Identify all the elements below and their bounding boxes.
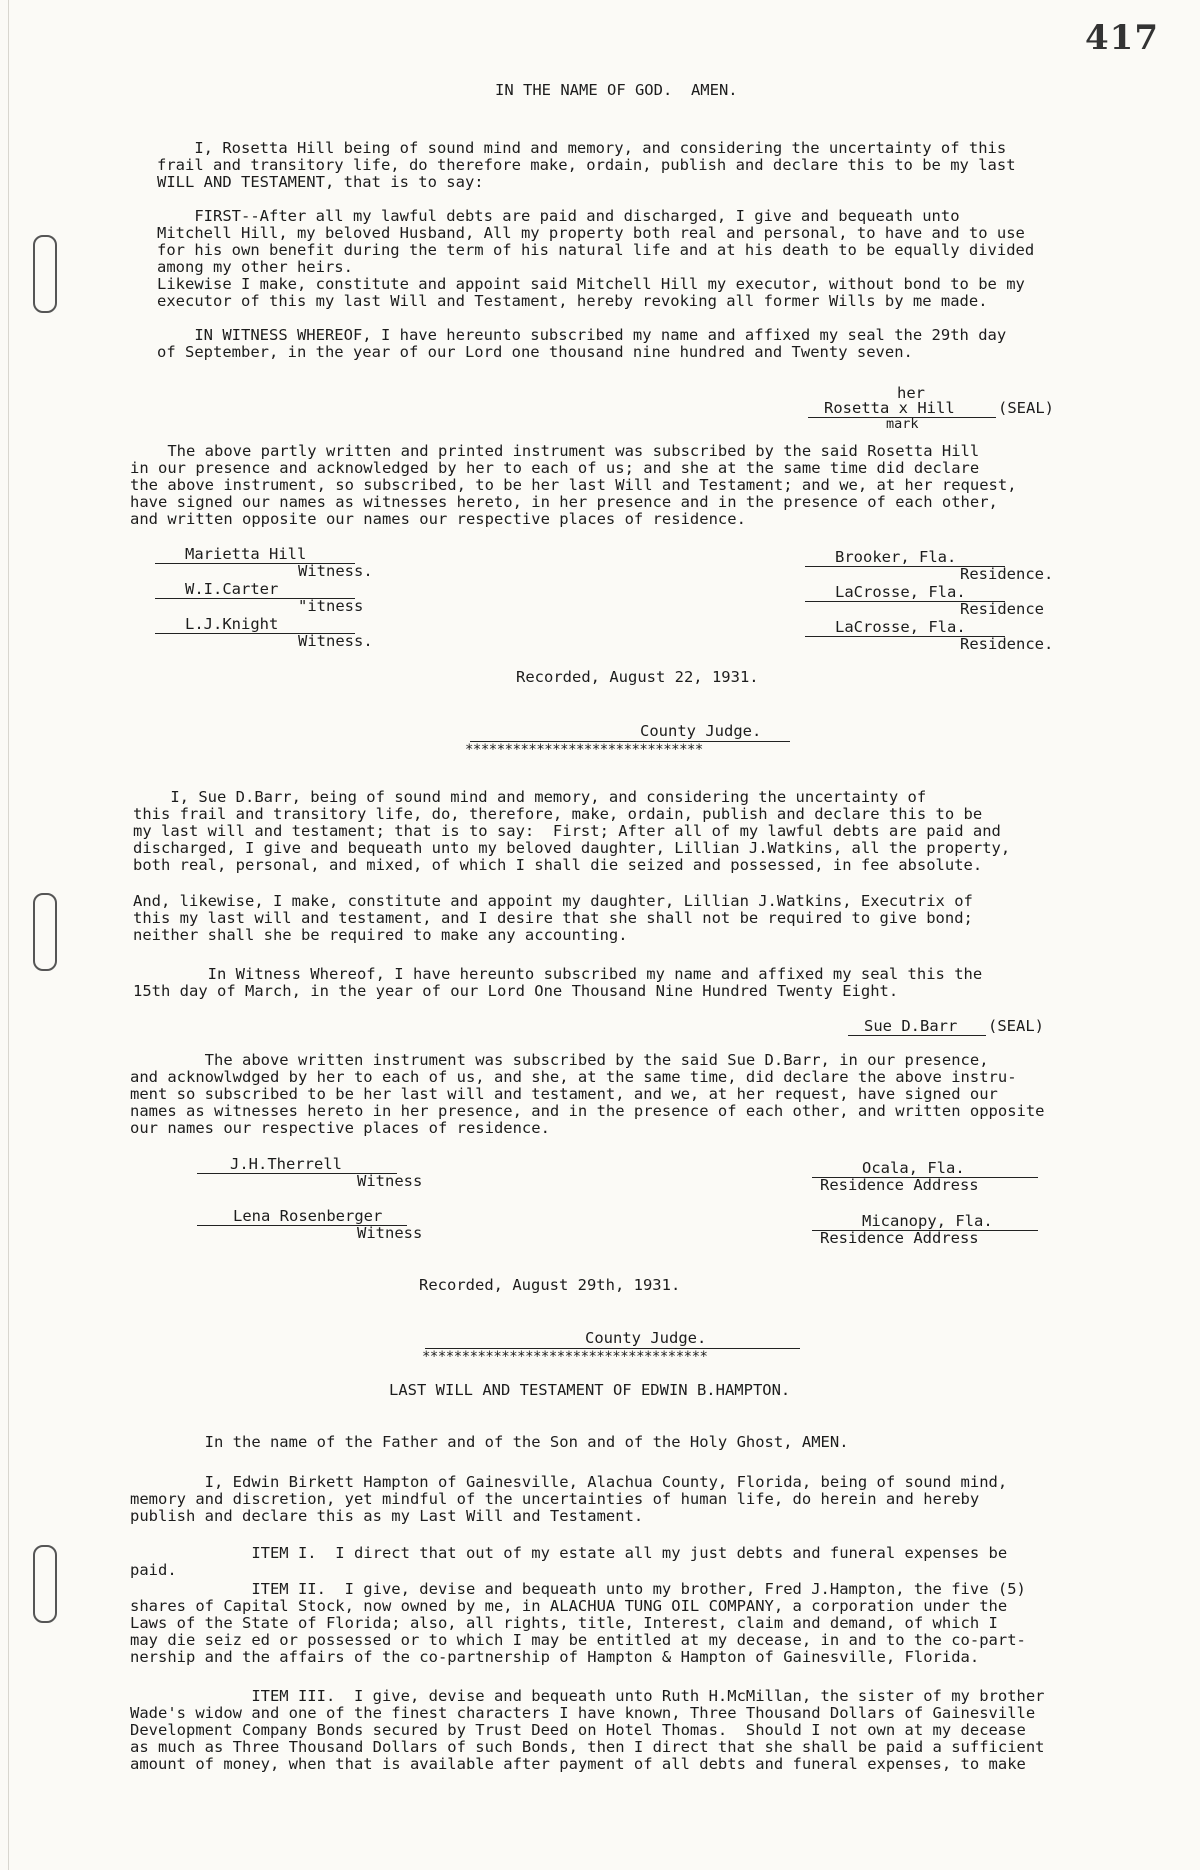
witness-role: Witness. xyxy=(298,562,373,580)
residence: Ocala, Fla. xyxy=(862,1159,965,1177)
attest-line: names as witnesses hereto in her presence, and in the presence of each other, and written opposite xyxy=(130,1102,1045,1120)
will3-line: memory and discretion, yet mindful of the uncertainties of human life, do herein and hereby xyxy=(130,1490,980,1508)
witness-role: "itness xyxy=(298,597,364,615)
residence-label: Residence. xyxy=(960,635,1054,653)
residence: Brooker, Fla. xyxy=(835,548,957,566)
attest-line: ment so subscribed to be her last will and testament, and we, at her request, have signed our xyxy=(130,1085,998,1103)
will3-line: may die seiz ed or possessed or to which I may be entitled at my decease, in and to the co-part- xyxy=(130,1631,1026,1649)
page-number: 417 xyxy=(1085,18,1159,58)
residence: LaCrosse, Fla. xyxy=(835,583,966,601)
will1-line: Likewise I make, constitute and appoint said Mitchell Hill my executor, without bond to be my xyxy=(157,275,1025,293)
signature-line xyxy=(848,1035,986,1036)
residence-label: Residence xyxy=(960,600,1044,618)
will3-line: Wade's widow and one of the finest characters I have known, Three Thousand Dollars of Gainesville xyxy=(130,1704,1036,1722)
attest-line: and written opposite our names our respective places of residence. xyxy=(130,510,746,528)
attest-line: our names our respective places of residence. xyxy=(130,1119,550,1137)
county-judge-label: County Judge. xyxy=(640,722,762,740)
will2-line: neither shall she be required to make any accounting. xyxy=(133,926,628,944)
will1-line: for his own benefit during the term of his natural life and at his death to be equally divided xyxy=(157,241,1035,259)
punch-hole-bottom xyxy=(33,1545,57,1623)
attest-line: have signed our names as witnesses hereto, in her presence and in the presence of each other, xyxy=(130,493,998,511)
will3-line: paid. xyxy=(130,1561,177,1579)
will3-line: ITEM III. I give, devise and bequeath unto Ruth H.McMillan, the sister of my brother xyxy=(130,1687,1045,1705)
will1-line: among my other heirs. xyxy=(157,258,353,276)
attest-line: and acknowlwdged by her to each of us, and she, at the same time, did declare the above instru- xyxy=(130,1068,1017,1086)
residence: LaCrosse, Fla. xyxy=(835,618,966,636)
will1-line: IN WITNESS WHEREOF, I have hereunto subscribed my name and affixed my seal the 29th day xyxy=(157,326,1007,344)
will3-line: In the name of the Father and of the Son and of the Holy Ghost, AMEN. xyxy=(130,1433,849,1451)
page-edge-line xyxy=(8,0,9,1870)
will1-line: WILL AND TESTAMENT, that is to say: xyxy=(157,173,484,191)
will2-line: both real, personal, and mixed, of which I shall die seized and possessed, in fee absolute. xyxy=(133,856,983,874)
will1-line: of September, in the year of our Lord one thousand nine hundred and Twenty seven. xyxy=(157,343,913,361)
will1-line: frail and transitory life, do therefore make, ordain, publish and declare this to be my last xyxy=(157,156,1016,174)
witness-name: J.H.Therrell xyxy=(230,1155,342,1173)
will1-heading: IN THE NAME OF GOD. AMEN. xyxy=(495,81,738,99)
seal: (SEAL) xyxy=(988,1017,1044,1035)
attest-line: in our presence and acknowledged by her to each of us; and she at the same time did declare xyxy=(130,459,980,477)
will2-line: I, Sue D.Barr, being of sound mind and memory, and considering the uncertainty of xyxy=(133,788,927,806)
will3-line: as much as Three Thousand Dollars of such Bonds, then I direct that she shall be paid a sufficient xyxy=(130,1738,1045,1756)
will1-line: FIRST--After all my lawful debts are paid and discharged, I give and bequeath unto xyxy=(157,207,960,225)
witness-name: W.I.Carter xyxy=(185,580,279,598)
will3-line: shares of Capital Stock, now owned by me, in ALACHUA TUNG OIL COMPANY, a corporation under the xyxy=(130,1597,1008,1615)
residence: Micanopy, Fla. xyxy=(862,1212,993,1230)
separator-stars: ************************************ xyxy=(422,1349,708,1365)
witness-name: Lena Rosenberger xyxy=(233,1207,383,1225)
will3-line: amount of money, when that is available after payment of all debts and funeral expenses, to make xyxy=(130,1755,1026,1773)
residence-label: Residence. xyxy=(960,565,1054,583)
recorded-date: Recorded, August 22, 1931. xyxy=(516,668,759,686)
will1-line: I, Rosetta Hill being of sound mind and memory, and considering the uncertainty of this xyxy=(157,139,1007,157)
attest-line: the above instrument, so subscribed, to be her last Will and Testament; and we, at her request, xyxy=(130,476,1017,494)
signature: Sue D.Barr xyxy=(864,1017,958,1035)
witness-name: L.J.Knight xyxy=(185,615,279,633)
will1-line: Mitchell Hill, my beloved Husband, All my property both real and personal, to have and to use xyxy=(157,224,1025,242)
attest-line: The above written instrument was subscribed by the said Sue D.Barr, in our presence, xyxy=(130,1051,989,1069)
will1-line: executor of this my last Will and Testament, hereby revoking all former Wills by me made. xyxy=(157,292,988,310)
will3-line: publish and declare this as my Last Will and Testament. xyxy=(130,1507,644,1525)
will3-line: ITEM II. I give, devise and bequeath unto my brother, Fred J.Hampton, the five (5) xyxy=(130,1580,1026,1598)
witness-role: Witness xyxy=(357,1224,423,1242)
county-judge-label: County Judge. xyxy=(585,1329,707,1347)
will3-line: ITEM I. I direct that out of my estate all my just debts and funeral expenses be xyxy=(130,1544,1008,1562)
witness-name: Marietta Hill xyxy=(185,545,307,563)
punch-hole-middle xyxy=(33,893,57,971)
sig-her: her xyxy=(897,384,925,402)
witness-role: Witness xyxy=(357,1172,423,1190)
will2-line: 15th day of March, in the year of our Lord One Thousand Nine Hundred Twenty Eight. xyxy=(133,982,899,1000)
signature: Rosetta x Hill xyxy=(824,399,955,417)
will2-line: this my last will and testament, and I desire that she shall not be required to give bond; xyxy=(133,909,973,927)
will2-line: discharged, I give and bequeath unto my beloved daughter, Lillian J.Watkins, all the property, xyxy=(133,839,1011,857)
will3-heading: LAST WILL AND TESTAMENT OF EDWIN B.HAMPTON. xyxy=(389,1381,791,1399)
sig-mark: mark xyxy=(886,416,919,432)
residence-label: Residence Address xyxy=(820,1229,979,1247)
residence-label: Residence Address xyxy=(820,1176,979,1194)
will2-line: And, likewise, I make, constitute and appoint my daughter, Lillian J.Watkins, Executrix of xyxy=(133,892,973,910)
separator-stars: ****************************** xyxy=(465,742,703,758)
witness-role: Witness. xyxy=(298,632,373,650)
will2-line: this frail and transitory life, do, therefore, make, ordain, publish and declare this to be xyxy=(133,805,983,823)
recorded-date: Recorded, August 29th, 1931. xyxy=(419,1276,681,1294)
will2-line: my last will and testament; that is to say: First; After all of my lawful debts are paid and xyxy=(133,822,1001,840)
will3-line: Laws of the State of Florida; also, all rights, title, Interest, claim and demand, of which I xyxy=(130,1614,998,1632)
punch-hole-top xyxy=(33,235,57,313)
will3-line: Development Company Bonds secured by Trust Deed on Hotel Thomas. Should I not own at my decease xyxy=(130,1721,1026,1739)
will2-line: In Witness Whereof, I have hereunto subscribed my name and affixed my seal this the xyxy=(133,965,983,983)
will3-line: I, Edwin Birkett Hampton of Gainesville, Alachua County, Florida, being of sound mind, xyxy=(130,1473,1008,1491)
seal: (SEAL) xyxy=(998,399,1054,417)
will3-line: nership and the affairs of the co-partnership of Hampton & Hampton of Gainesville, Florida. xyxy=(130,1648,980,1666)
attest-line: The above partly written and printed instrument was subscribed by the said Rosetta Hill xyxy=(130,442,980,460)
